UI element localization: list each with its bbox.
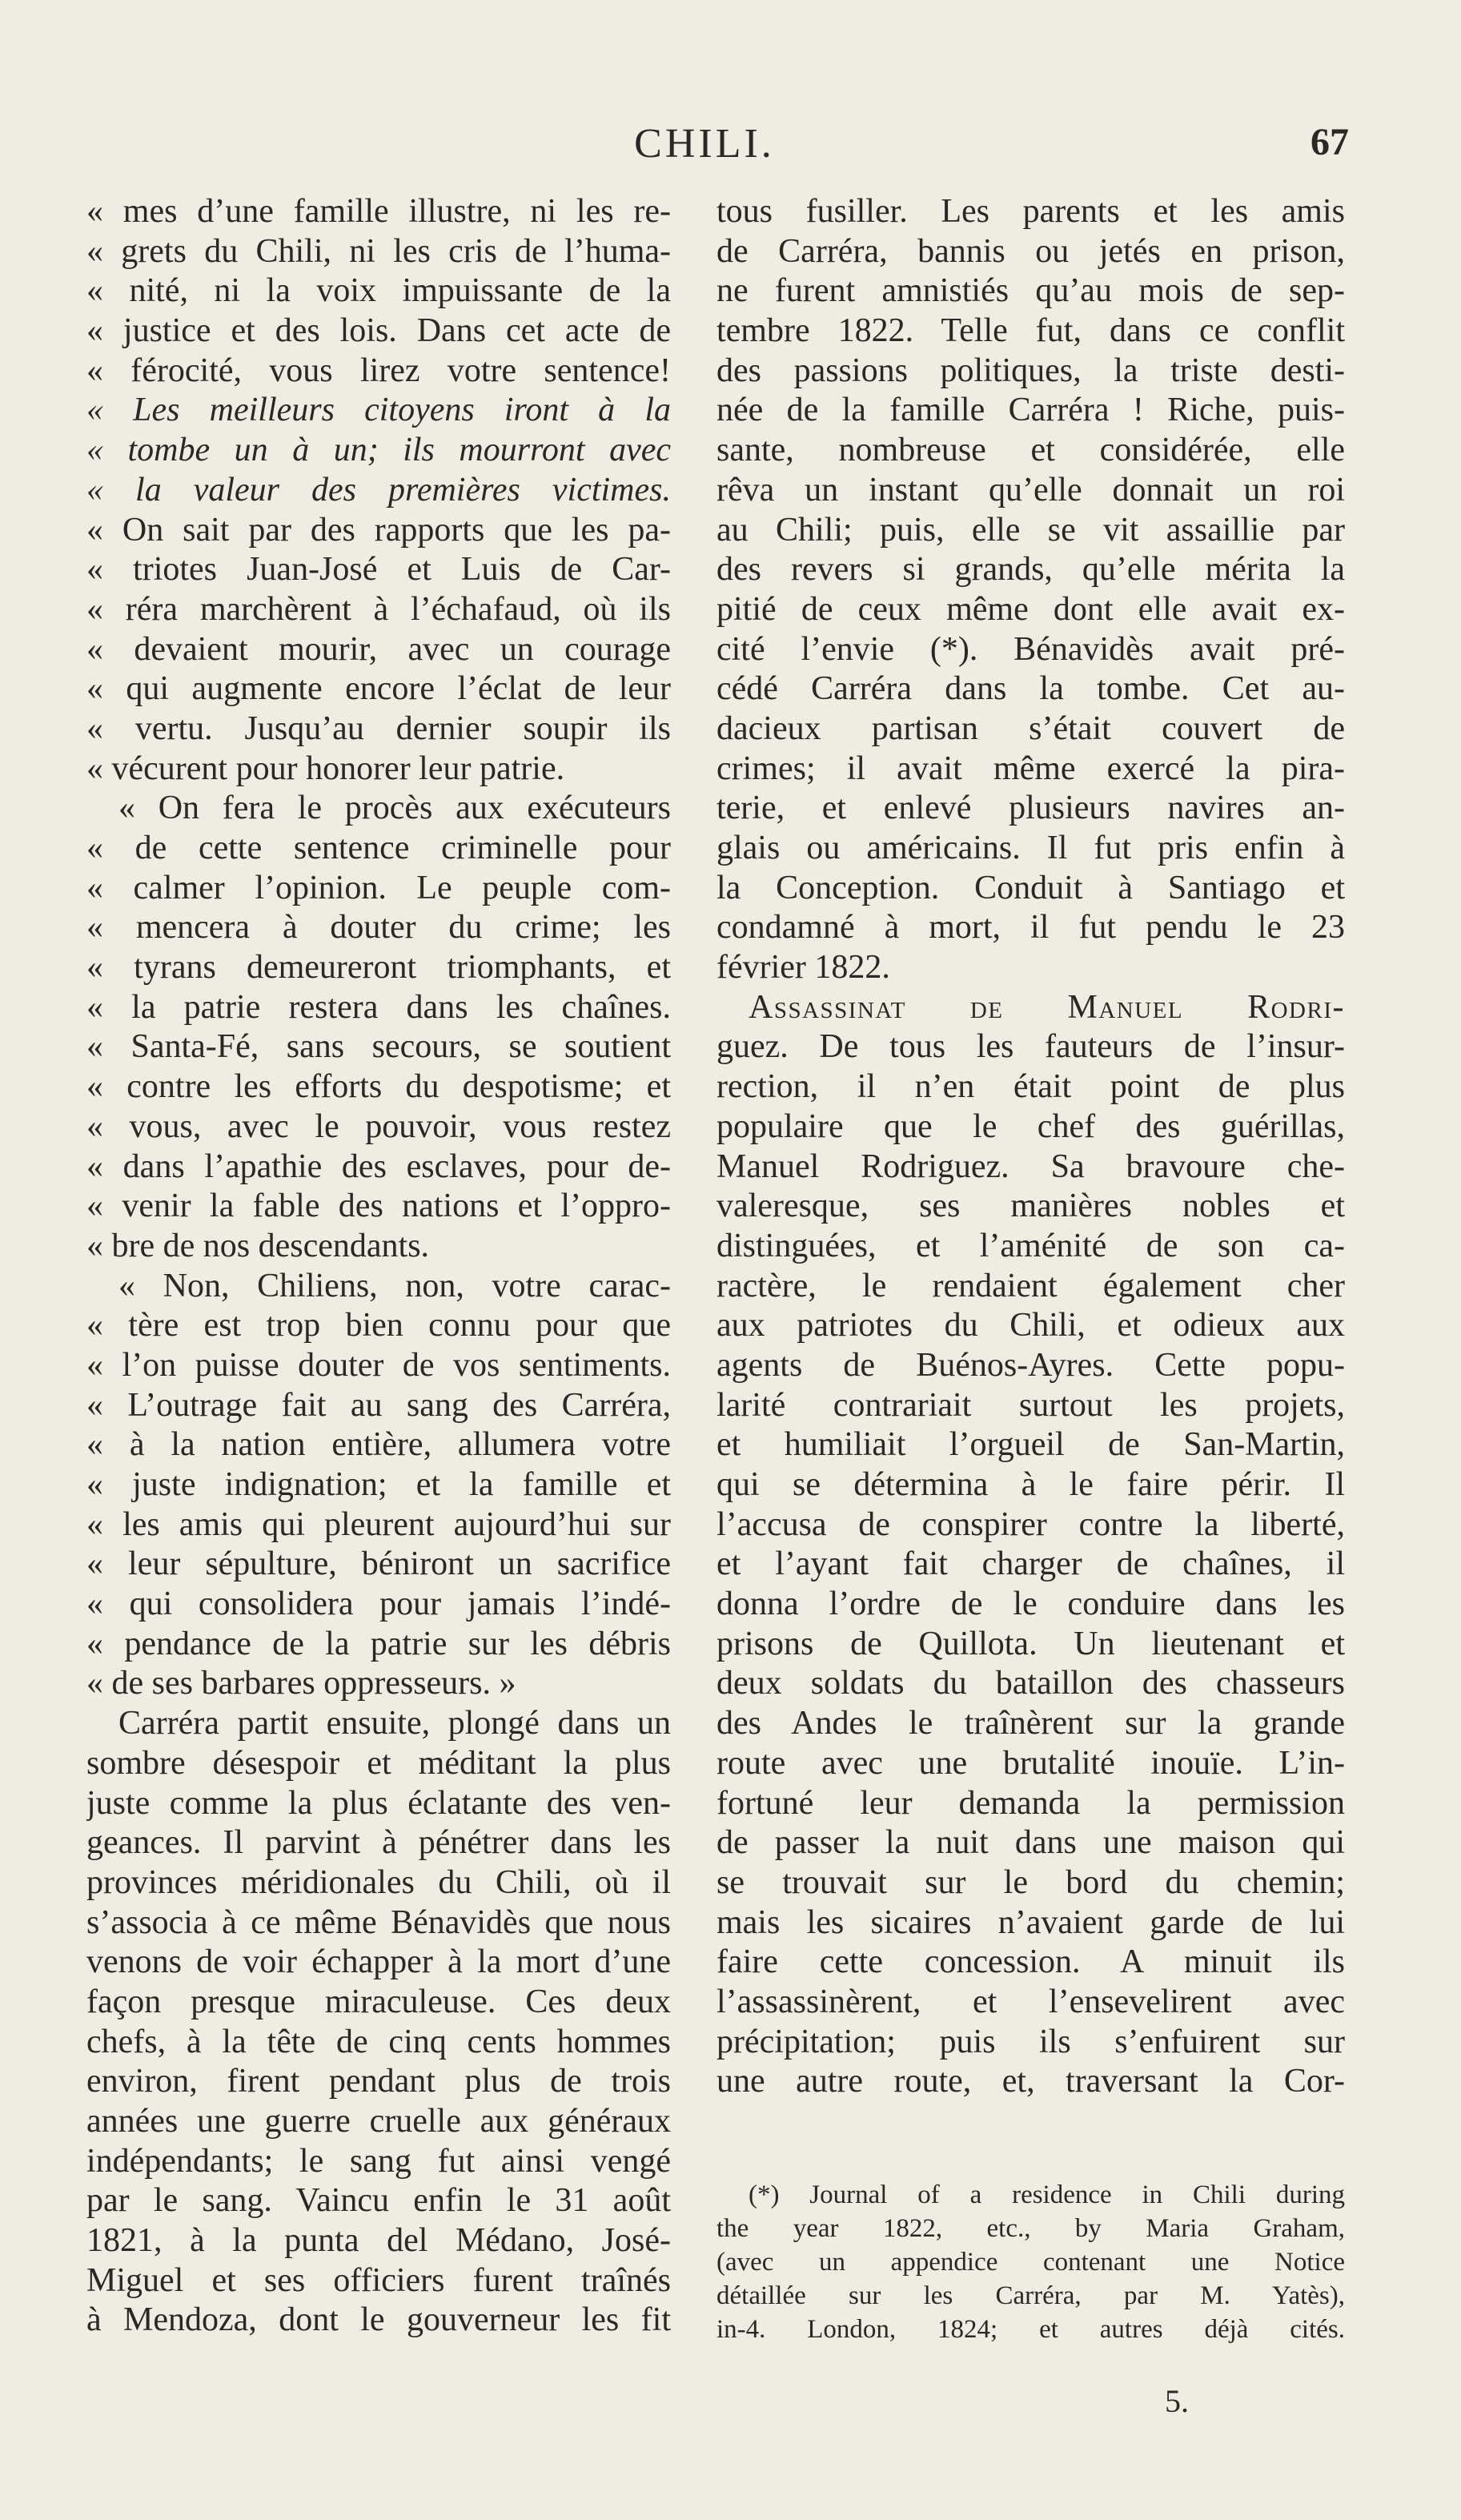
footnote-line: in-4. London, 1824; et autres déjà cités. [716, 2315, 1345, 2344]
text-line: ractère, le rendaient également cher [716, 1267, 1345, 1304]
text-line: « Santa-Fé, sans secours, se soutient [86, 1028, 671, 1066]
text-line: environ, firent pendant plus de trois [86, 2063, 671, 2100]
text-line: valeresque, ses manières nobles et [716, 1188, 1345, 1225]
left-text-column [86, 192, 671, 2386]
text-line: « bre de nos descendants. [86, 1227, 430, 1264]
text-line: « vous, avec le pouvoir, vous restez [86, 1107, 671, 1145]
text-line: années une guerre cruelle aux généraux [86, 2103, 671, 2140]
text-line: sombre désespoir et méditant la plus [86, 1744, 671, 1782]
text-line: Assassinat de Manuel Rodri- [749, 988, 1345, 1026]
footnote-line: (avec un appendice contenant une Notice [716, 2248, 1345, 2277]
text-line: ne furent amnistiés qu’au mois de sep- [716, 272, 1345, 310]
text-line: « à la nation entière, allumera votre [86, 1426, 671, 1464]
signature-mark: 5. [1165, 2383, 1189, 2419]
text-line: condamné à mort, il fut pendu le 23 [716, 909, 1345, 947]
text-line: glais ou américains. Il fut pris enfin à [716, 830, 1345, 866]
text-line: aux patriotes du Chili, et odieux aux [716, 1307, 1345, 1344]
text-line: guez. De tous les fauteurs de l’insur- [716, 1028, 1345, 1066]
text-line: « pendance de la patrie sur les débris [86, 1625, 671, 1662]
text-line: des revers si grands, qu’elle mérita la [716, 551, 1345, 589]
text-line: prisons de Quillota. Un lieutenant et [716, 1625, 1345, 1662]
text-line: geances. Il parvint à pénétrer dans les [86, 1824, 671, 1862]
text-line: provinces méridionales du Chili, où il [86, 1863, 671, 1901]
text-line: « l’on puisse douter de vos sentiments. [86, 1346, 671, 1384]
text-line: « devaient mourir, avec un courage [86, 630, 671, 668]
text-line: « tère est trop bien connu pour que [86, 1307, 671, 1344]
text-line: cédé Carréra dans la tombe. Cet au- [716, 670, 1345, 708]
right-text-column [716, 192, 1345, 2386]
text-line: « tyrans demeureront triomphants, et [86, 949, 671, 987]
text-line: rection, il n’en était point de plus [716, 1068, 1345, 1106]
text-line: indépendants; le sang fut ainsi vengé [86, 2142, 671, 2180]
text-line: l’assassinèrent, et l’ensevelirent avec [716, 1983, 1345, 2020]
text-line: « venir la fable des nations et l’oppro- [86, 1188, 671, 1225]
text-line: pitié de ceux même dont elle avait ex- [716, 590, 1345, 628]
text-line: faire cette concession. A minuit ils [716, 1943, 1345, 1981]
text-line: s’associa à ce même Bénavidès que nous [86, 1903, 671, 1941]
text-line: « dans l’apathie des esclaves, pour de- [86, 1147, 671, 1185]
text-line: « les amis qui pleurent aujourd’hui sur [86, 1505, 671, 1543]
page-number: 67 [1310, 121, 1349, 163]
text-line: fortuné leur demanda la permission [716, 1784, 1345, 1822]
text-line: « grets du Chili, ni les cris de l’huma- [86, 232, 671, 270]
text-line: terie, et enlevé plusieurs navires an- [716, 790, 1345, 827]
text-line: « L’outrage fait au sang des Carréra, [86, 1386, 671, 1424]
text-line: précipitation; puis ils s’enfuirent sur [716, 2023, 1345, 2060]
text-line: Miguel et ses officiers furent traînés [86, 2261, 671, 2299]
text-line: façon presque miraculeuse. Ces deux [86, 1983, 671, 2020]
text-line: « la patrie restera dans les chaînes. [86, 988, 671, 1026]
text-line: « de ses barbares oppresseurs. » [86, 1665, 516, 1702]
text-line: de Carréra, bannis ou jetés en prison, [716, 232, 1345, 270]
running-head [0, 120, 1461, 184]
text-line: populaire que le chef des guérillas, [716, 1107, 1345, 1145]
text-line: par le sang. Vaincu enfin le 31 août [86, 2182, 671, 2220]
text-line: de passer la nuit dans une maison qui [716, 1824, 1345, 1862]
text-line: venons de voir échapper à la mort d’une [86, 1943, 671, 1981]
text-line: « tombe un à un; ils mourront avec [86, 432, 671, 469]
text-line: née de la famille Carréra ! Riche, puis- [716, 392, 1345, 429]
text-line: « Les meilleurs citoyens iront à la [86, 392, 671, 429]
footnote [716, 2178, 1345, 2346]
text-line: sante, nombreuse et considérée, elle [716, 432, 1345, 469]
text-line: au Chili; puis, elle se vit assaillie par [716, 511, 1345, 549]
text-line: crimes; il avait même exercé la pira- [716, 750, 1345, 787]
text-line: mais les sicaires n’avaient garde de lui [716, 1903, 1345, 1941]
text-line: route avec une brutalité inouïe. L’in- [716, 1744, 1345, 1782]
text-line: « mes d’une famille illustre, ni les re- [86, 193, 671, 230]
text-line: « qui consolidera pour jamais l’indé- [86, 1586, 671, 1623]
text-line: se trouvait sur le bord du chemin; [716, 1863, 1345, 1901]
text-line: distinguées, et l’aménité de son ca- [716, 1227, 1345, 1264]
text-line: « vertu. Jusqu’au dernier soupir ils [86, 709, 671, 747]
text-line: « nité, ni la voix impuissante de la [86, 272, 671, 310]
text-line: tembre 1822. Telle fut, dans ce conflit [716, 312, 1345, 350]
footnote-line: the year 1822, etc., by Maria Graham, [716, 2214, 1345, 2243]
text-line: la Conception. Conduit à Santiago et [716, 869, 1345, 906]
text-line: février 1822. [716, 949, 890, 987]
text-line: cité l’envie (*). Bénavidès avait pré- [716, 630, 1345, 668]
text-line: agents de Buénos-Ayres. Cette popu- [716, 1346, 1345, 1384]
text-line: larité contrariait surtout les projets, [716, 1386, 1345, 1424]
footnote-line: (*) Journal of a residence in Chili during [749, 2180, 1345, 2209]
text-line: « férocité, vous lirez votre sentence! [86, 352, 671, 389]
text-line: et l’ayant fait charger de chaînes, il [716, 1545, 1345, 1583]
text-line: « contre les efforts du despotisme; et [86, 1068, 671, 1106]
text-line: Manuel Rodriguez. Sa bravoure che- [716, 1147, 1345, 1185]
text-line: des passions politiques, la triste desti- [716, 352, 1345, 389]
text-line: « la valeur des premières victimes. [86, 471, 671, 508]
text-line: dacieux partisan s’était couvert de [716, 709, 1345, 747]
text-line: deux soldats du bataillon des chasseurs [716, 1665, 1345, 1702]
text-line: « On sait par des rapports que les pa- [86, 511, 671, 549]
footnote-line: détaillée sur les Carréra, par M. Yatès), [716, 2281, 1345, 2310]
text-line: et humiliait l’orgueil de San-Martin, [716, 1426, 1345, 1464]
text-line: une autre route, et, traversant la Cor- [716, 2063, 1345, 2100]
text-line: chefs, à la tête de cinq cents hommes [86, 2023, 671, 2060]
text-line: « Non, Chiliens, non, votre carac- [118, 1267, 671, 1304]
text-line: « On fera le procès aux exécuteurs [118, 790, 671, 827]
text-line: tous fusiller. Les parents et les amis [716, 193, 1345, 230]
text-line: « qui augmente encore l’éclat de leur [86, 670, 671, 708]
text-line: 1821, à la punta del Médano, José- [86, 2222, 671, 2260]
text-line: « de cette sentence criminelle pour [86, 830, 671, 866]
text-line: à Mendoza, dont le gouverneur les fit [86, 2301, 671, 2339]
text-line: « justice et des lois. Dans cet acte de [86, 312, 671, 350]
text-line: donna l’ordre de le conduire dans les [716, 1586, 1345, 1623]
text-line: rêva un instant qu’elle donnait un roi [716, 471, 1345, 508]
text-line: « réra marchèrent à l’échafaud, où ils [86, 590, 671, 628]
text-line: « vécurent pour honorer leur patrie. [86, 750, 565, 787]
text-line: « juste indignation; et la famille et [86, 1466, 671, 1503]
text-line: « leur sépulture, béniront un sacrifice [86, 1545, 671, 1583]
page-header-title: CHILI. [634, 121, 775, 167]
text-line: « mencera à douter du crime; les [86, 909, 671, 947]
text-line: qui se détermina à le faire périr. Il [716, 1466, 1345, 1503]
text-line: des Andes le traînèrent sur la grande [716, 1705, 1345, 1742]
text-line: « calmer l’opinion. Le peuple com- [86, 869, 671, 906]
text-line: juste comme la plus éclatante des ven- [86, 1784, 671, 1822]
text-line: « triotes Juan-José et Luis de Car- [86, 551, 671, 589]
text-line: Carréra partit ensuite, plongé dans un [118, 1705, 671, 1742]
text-line: l’accusa de conspirer contre la liberté, [716, 1505, 1345, 1543]
